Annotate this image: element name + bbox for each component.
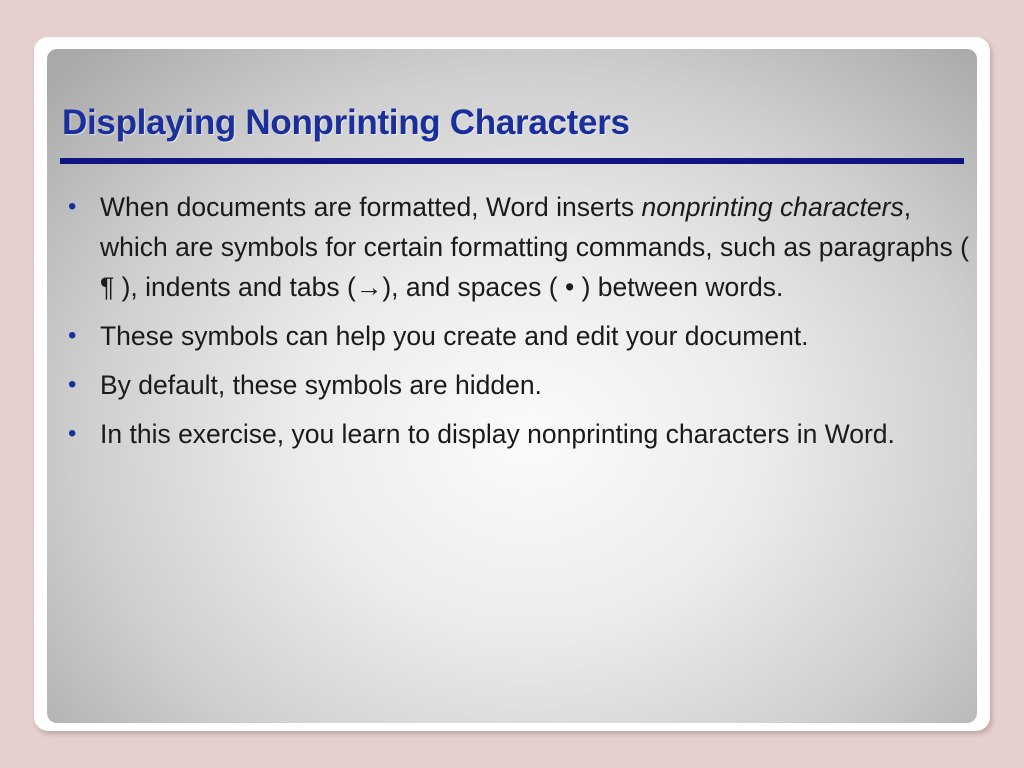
bullet-icon: • [68, 420, 77, 447]
bullet-item-3 [65, 365, 970, 405]
bullet-text: In this exercise, you learn to display nonprinting characters in Word. [100, 419, 895, 449]
slide-title: Displaying Nonprinting Characters [62, 103, 630, 142]
bullet-item-2 [65, 316, 970, 356]
bullet-icon: • [68, 193, 77, 220]
bullet-list [65, 187, 970, 463]
bullet-icon: • [68, 322, 77, 349]
bullet-item-1 [65, 187, 970, 307]
bullet-text: , which are symbols for certain formatting commands, such as paragraphs ( ¶ ), indents and tabs (→), and spaces ( • ) between words. [100, 192, 969, 302]
bullet-item-4 [65, 414, 970, 454]
bullet-icon: • [68, 371, 77, 398]
title-underline [60, 158, 964, 164]
bullet-emphasis: nonprinting characters [641, 192, 904, 222]
bullet-text: By default, these symbols are hidden. [100, 370, 542, 400]
slide-panel [47, 49, 977, 723]
bullet-text: These symbols can help you create and edit your document. [100, 321, 809, 351]
slide-frame [34, 37, 990, 731]
bullet-text: When documents are formatted, Word inserts [100, 192, 642, 222]
